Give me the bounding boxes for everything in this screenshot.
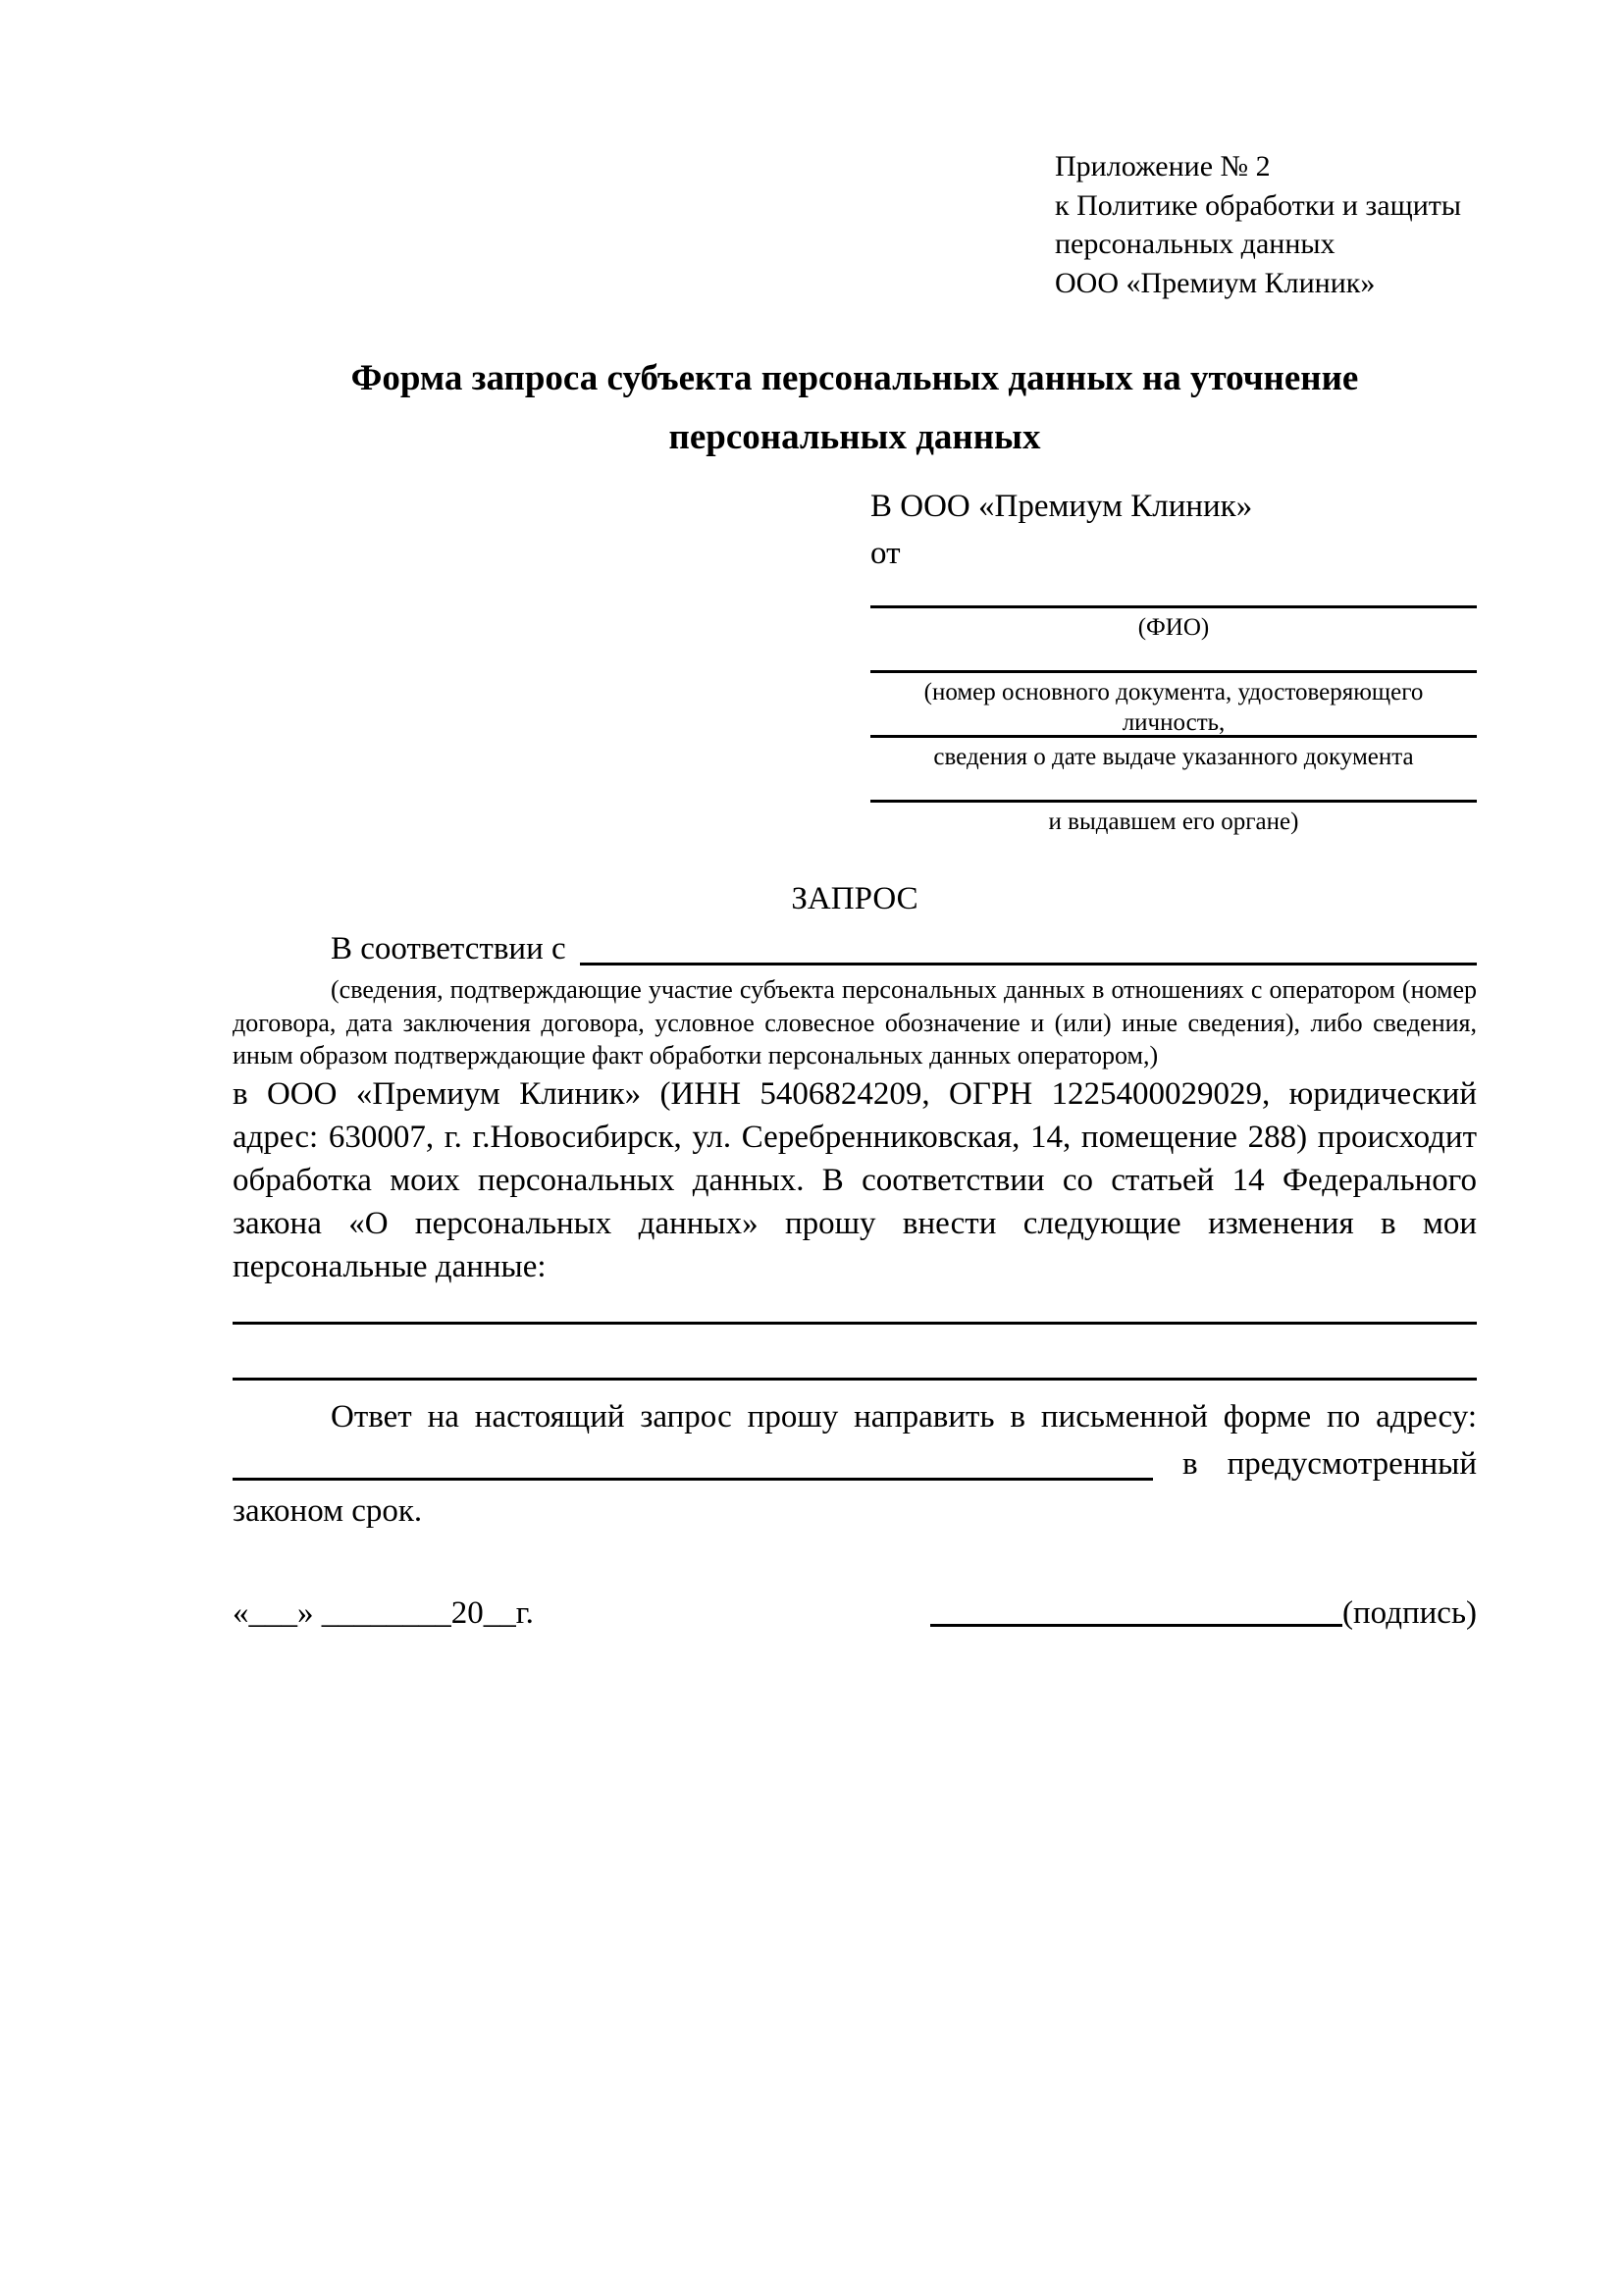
intro-row [233, 928, 1477, 971]
intro-blank-line [580, 928, 1477, 965]
signature-caption: (подпись) [1342, 1595, 1477, 1632]
reply-address-blank-line [233, 1448, 1153, 1481]
signature-blank-line [930, 1594, 1342, 1627]
document-number-blank-line [870, 641, 1477, 673]
document-title: Форма запроса субъекта персональных данных на уточнение персональных данных [350, 358, 1359, 457]
issuing-authority-caption: и выдавшем его органе) [1048, 808, 1299, 835]
appendix-block [1055, 147, 1477, 302]
issue-date-caption: сведения о дате выдаче указанного документа [933, 743, 1414, 770]
reply-address-row [233, 1443, 1477, 1487]
signature-group [930, 1592, 1477, 1636]
appendix-line-2: к Политике обработки и защиты [1055, 188, 1462, 222]
reply-word-v: в [1182, 1446, 1198, 1483]
addressee-organization: В ООО «Премиум Клиник» [870, 488, 1253, 524]
fio-field [870, 576, 1477, 641]
document-number-caption: (номер основного документа, удостоверяющего личность, [923, 678, 1424, 736]
fio-blank-line [870, 576, 1477, 608]
reply-sentence: Ответ на настоящий запрос прошу направить в письменной форме по адресу: [331, 1399, 1477, 1435]
reply-word-predusmotrennyy: предусмотренный [1227, 1446, 1477, 1483]
document-number-field [870, 641, 1477, 736]
reply-tail: законом срок. [233, 1493, 423, 1530]
request-heading: ЗАПРОС [791, 880, 918, 916]
fine-print-note: (сведения, подтверждающие участие субъекта персональных данных в отношениях с оператором (номер договора, дата заключения договора, условное словесное обозначение и (или) иные сведения), либо сведения, иным образом подтверждающие факт обработки персональных данных оператором,) [233, 975, 1477, 1070]
date-line: «___» ________20__г. [233, 1595, 534, 1632]
changes-blank-line-1 [233, 1288, 1477, 1325]
addressee-from-label: от [870, 535, 901, 571]
appendix-line-3: персональных данных [1055, 228, 1335, 261]
addressee-block [870, 486, 1477, 835]
footer-row [233, 1592, 1477, 1636]
changes-blank-line-2 [233, 1325, 1477, 1381]
intro-label: В соответствии с [331, 931, 566, 967]
appendix-line-1: Приложение № 2 [1055, 150, 1271, 183]
appendix-line-4: ООО «Премиум Клиник» [1055, 266, 1376, 299]
issuing-authority-blank-line [870, 770, 1477, 803]
fio-caption: (ФИО) [1137, 613, 1210, 641]
issuing-authority-field [870, 770, 1477, 835]
request-body-paragraph: в ООО «Премиум Клиник» (ИНН 5406824209, ОГРН 1225400029029, юридический адрес: 630007, г. г.Новосибирск, ул. Серебренниковская, 14, помещение 288) происходит обработка моих персональных данных. В соответствии со статьей 14 Федерального закона «О персональных данных» прошу внести следующие изменения в мои персональные данные: [233, 1076, 1477, 1284]
